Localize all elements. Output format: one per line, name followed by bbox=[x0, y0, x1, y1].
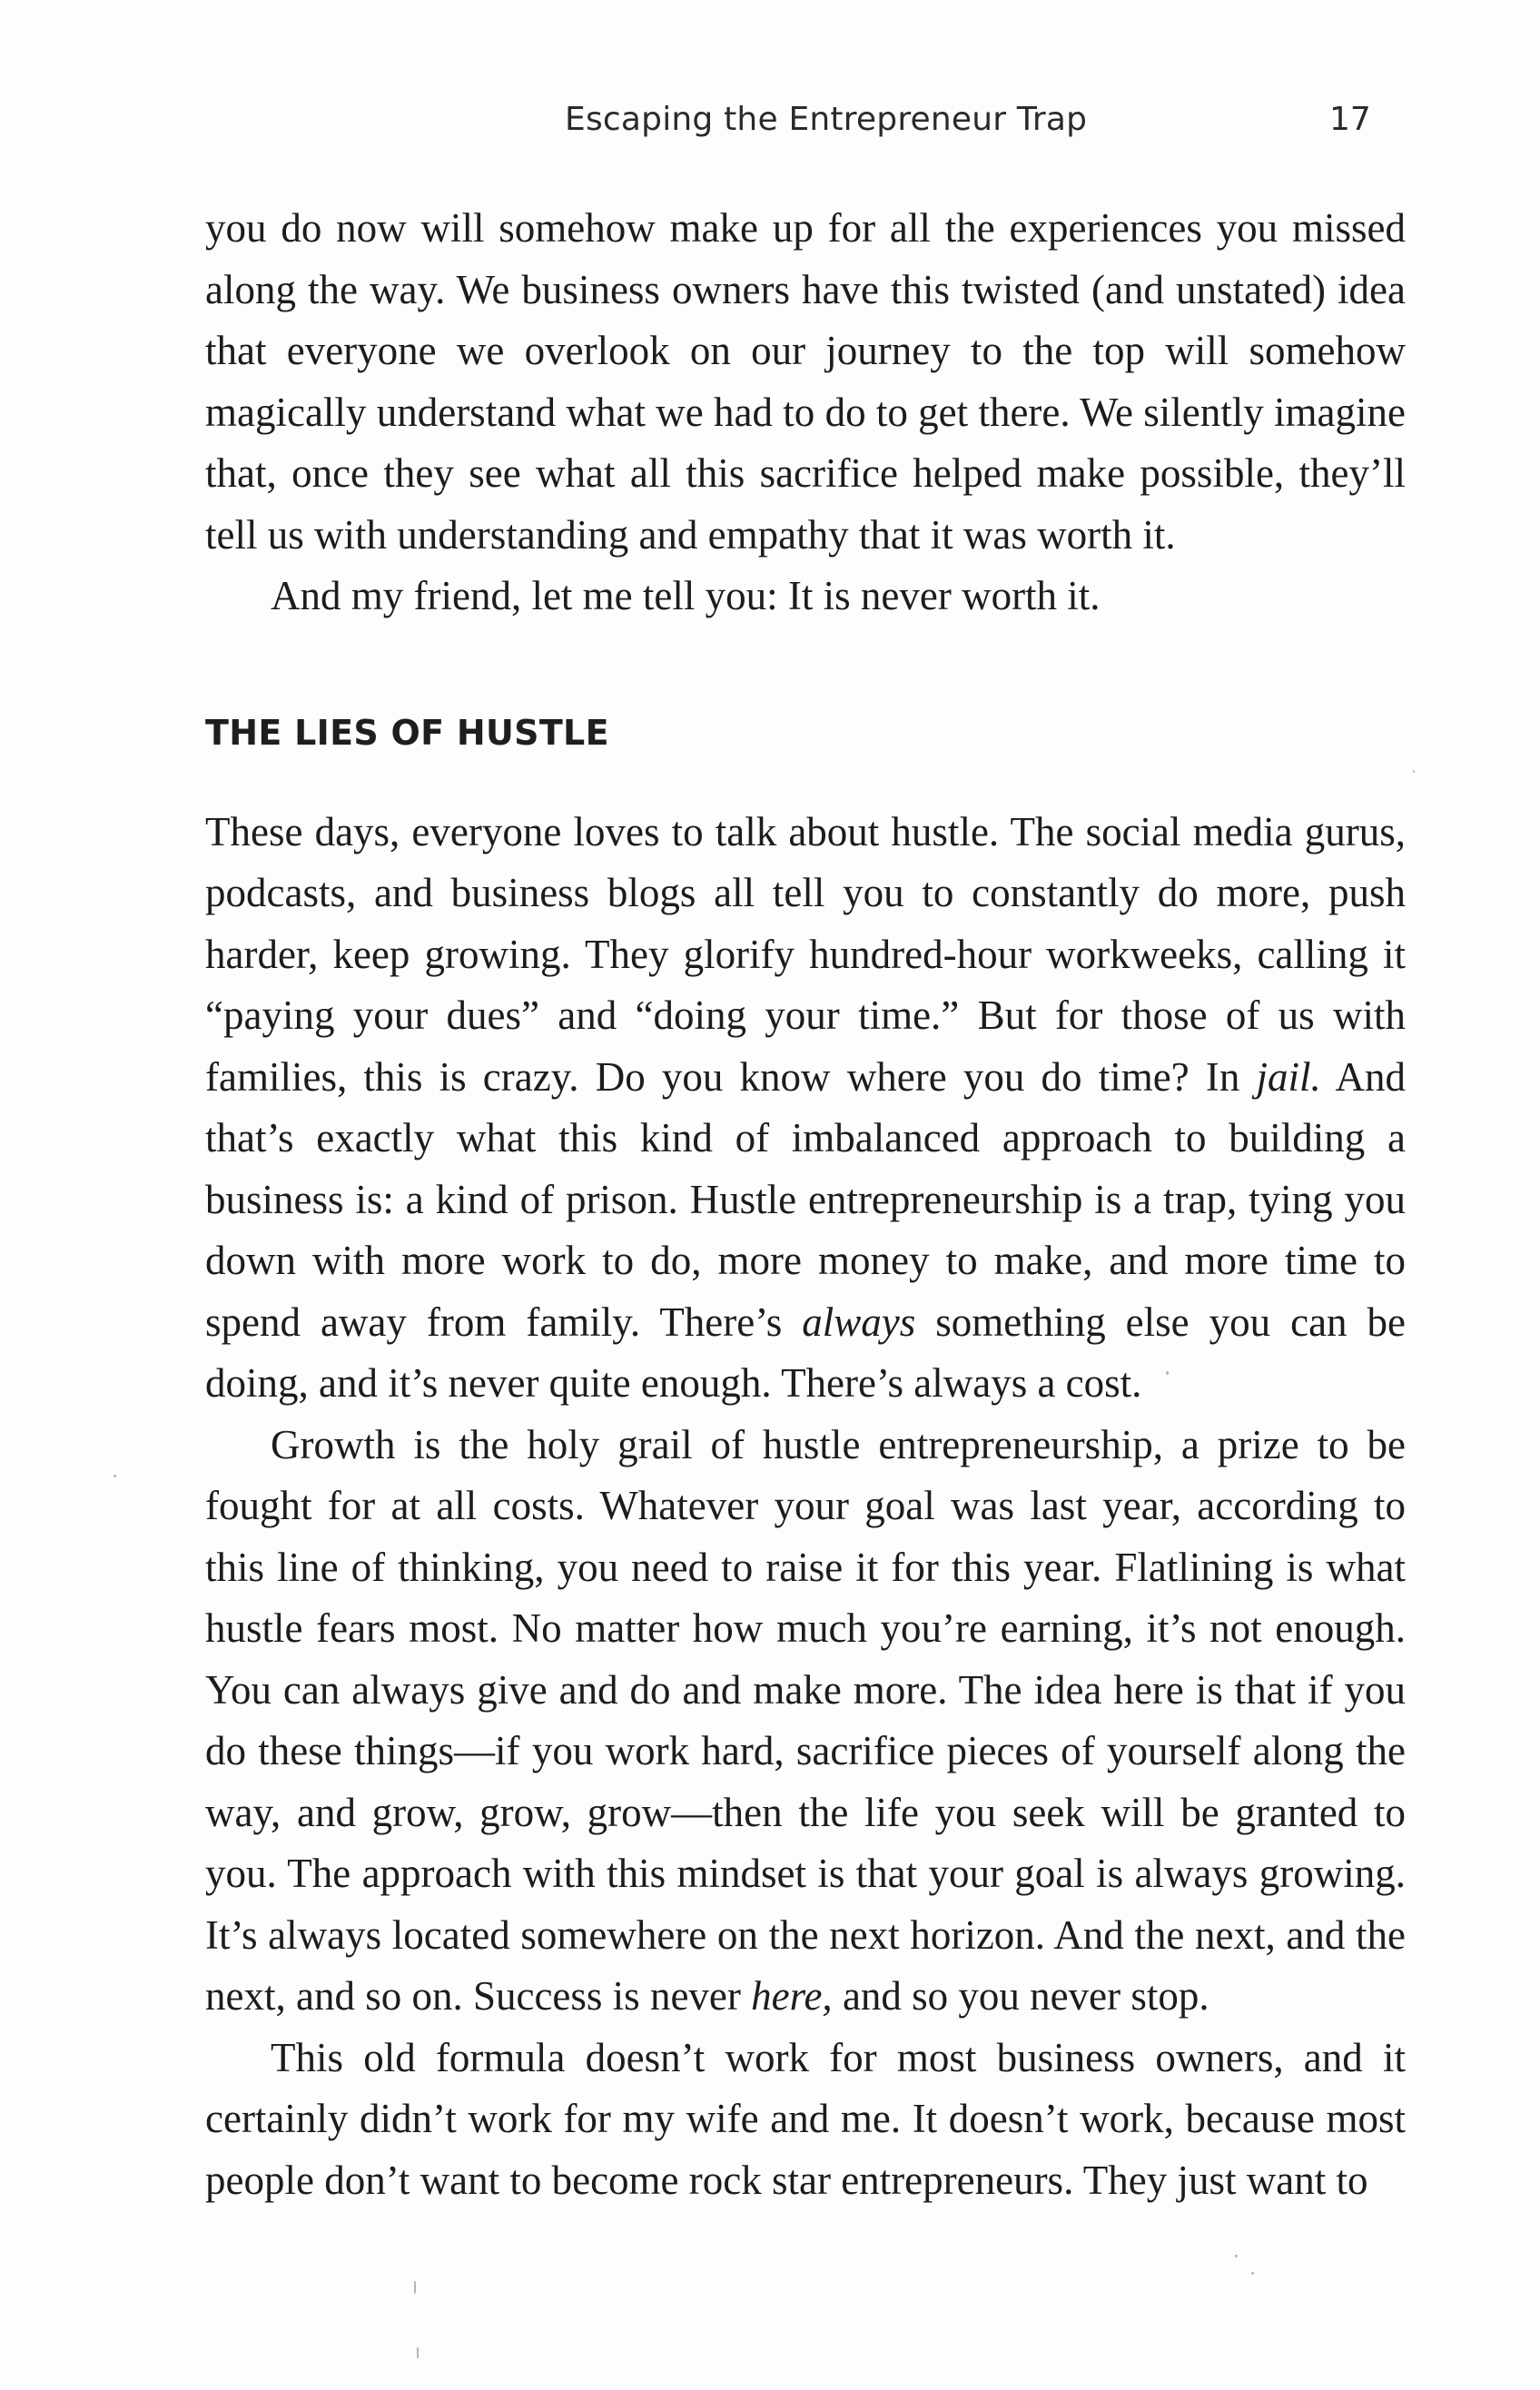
scan-speck bbox=[417, 2347, 419, 2358]
paragraph-never-worth-it: And my friend, let me tell you: It is never worth it. bbox=[271, 573, 1101, 618]
text-run: Growth is the holy grail of hustle entrepreneurship, a prize to be fought for at all costs. Whatever your goal was last year, according to this line of thinking, you need to raise it for this year. Flatlining is what hustle fears most. No matter how much you’re earning, it’s not enough. You can always give and do and make more. The idea here is that if you do these things—if you work hard, sacrifice pieces of yourself along the way, and grow, grow, grow—then the life you seek will be granted to you. The approach with this mindset is that your goal is always growing. It’s always located somewhere on the next horizon. And the next, and the next, and so on. Success is never bbox=[205, 1421, 1406, 2019]
text-run: something else you can be doing, and it’s never quite enough. There’s always a cost. bbox=[205, 1299, 1406, 1406]
paragraph-hustle bbox=[205, 802, 1406, 1415]
scan-speck bbox=[114, 1475, 116, 1477]
paragraph-growth bbox=[205, 1415, 1406, 2028]
paragraph-old-formula: This old formula doesn’t work for most business owners, and it certainly didn’t work for my wife and me. It doesn’t work, because most people don’t want to become rock star entrepreneurs. They just want to bbox=[205, 2034, 1406, 2203]
emphasis-here: here, bbox=[751, 1973, 833, 2019]
text-run: These days, everyone loves to talk about hustle. The social media gurus, podcasts, and business blogs all tell you to constantly do more, push harder, keep growing. They glorify hundred-hour workweeks, calling it “paying your dues” and “doing your time.” But for those of us with families, this is crazy. Do you know where you do time? In bbox=[205, 808, 1406, 1100]
running-header bbox=[0, 98, 1540, 153]
scan-speck bbox=[1235, 2255, 1238, 2257]
emphasis-always: always bbox=[802, 1299, 916, 1345]
scan-speck bbox=[1166, 1371, 1169, 1375]
body-text bbox=[205, 198, 1406, 2211]
scan-speck bbox=[1251, 2272, 1254, 2275]
page-number: 17 bbox=[1329, 101, 1371, 138]
scan-speck bbox=[1413, 770, 1415, 773]
section-heading: THE LIES OF HUSTLE bbox=[205, 712, 609, 753]
emphasis-jail: jail. bbox=[1256, 1053, 1321, 1100]
text-run: And that’s exactly what this kind of imbalanced approach to building a business is: a kind of prison. Hustle entrepreneurship is a trap, tying you down with more work to do, more money to make, and more time to spend away from family. There’s bbox=[205, 1053, 1406, 1345]
running-title: Escaping the Entrepreneur Trap bbox=[565, 101, 1088, 138]
paragraph-continued: you do now will somehow make up for all the experiences you missed along the way. We business owners have this twisted (and unstated) idea that everyone we overlook on our journey to the top will somehow magically understand what we had to do to get there. We silently imagine that, once they see what all this sacrifice helped make possible, they’ll tell us with understanding and empathy that it was worth it. bbox=[205, 205, 1406, 558]
text-run: and so you never stop. bbox=[832, 1973, 1209, 2019]
scan-speck bbox=[414, 2281, 416, 2294]
